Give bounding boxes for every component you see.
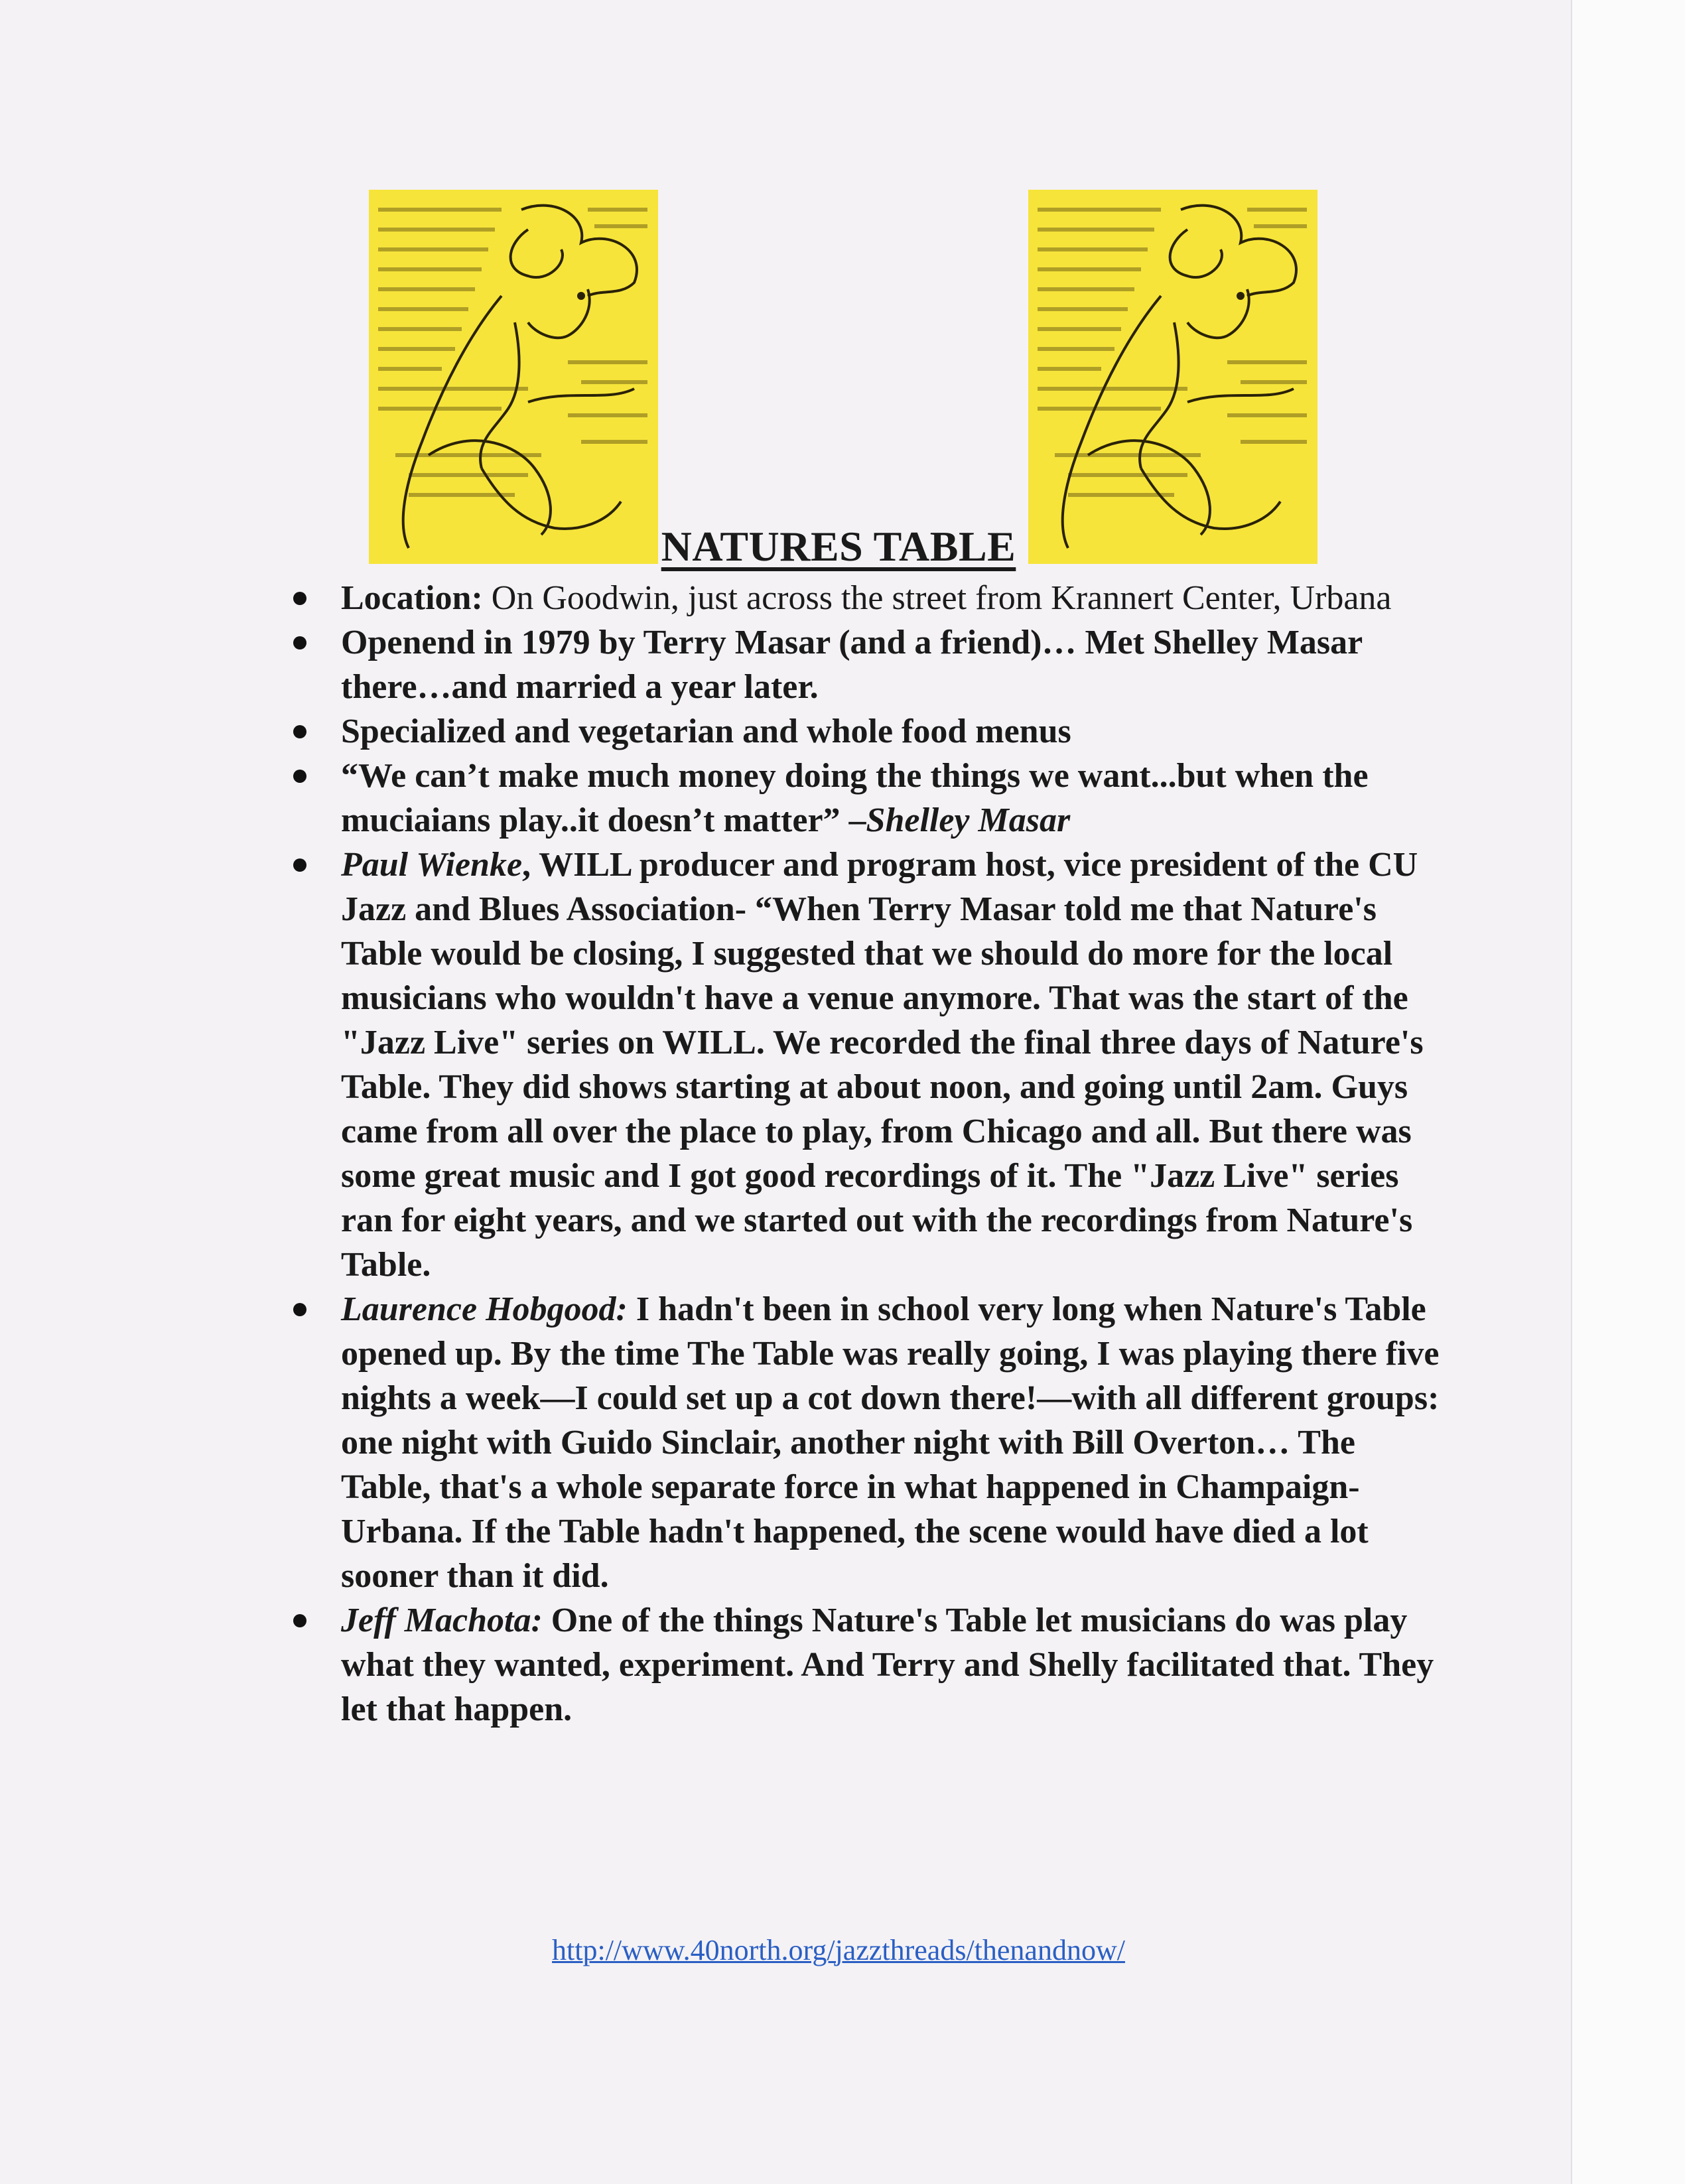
speaker-quote: , WILL producer and program host, vice president of the CU Jazz and Blues Association- “When Terry Masar told me that Nature's Table would be closing, I suggested that we should do more for the local musicians who wouldn't have a venue anymore. That was the start of the "Jazz Live" series on WILL. We recorded the final three days of Nature's Table. They did shows starting at about noon, and going until 2am. Guys came from all over the place to play, from Chicago and all. But there was some great music and I got good recordings of it. The "Jazz Live" series ran for eight years, and we started out with the recordings from Nature's Table.: [341, 846, 1424, 1284]
bullet-icon: [293, 725, 306, 738]
list-item-menus: [285, 709, 1453, 754]
bullet-icon: [293, 1303, 306, 1316]
menus-text: Specialized and vegetarian and whole food menus: [341, 713, 1071, 750]
list-item-paul-wienke: [285, 843, 1453, 1287]
list-item-location: [285, 576, 1453, 620]
bullet-icon: [293, 858, 306, 872]
artwork-image-left: [369, 190, 658, 564]
list-item-opened: [285, 620, 1453, 709]
location-text: On Goodwin, just across the street from Krannert Center, Urbana: [482, 579, 1392, 617]
page-title: NATURES TABLE: [661, 523, 1016, 570]
source-link[interactable]: http://www.40north.org/jazzthreads/thenandnow/: [552, 1934, 1125, 1966]
woman-sketch-illustration: [369, 190, 658, 564]
list-item-quote-shelley: [285, 754, 1453, 843]
speaker-name: Paul Wienke: [341, 846, 523, 884]
speaker-name: Jeff Machota:: [341, 1602, 543, 1639]
bullet-icon: [293, 636, 306, 649]
artwork-image-right: [1028, 190, 1317, 564]
list-item-jeff-machota: [285, 1598, 1453, 1732]
quote-attribution: Shelley Masar: [866, 801, 1071, 839]
speaker-quote: One of the things Nature's Table let musicians do was play what they wanted, experiment. And Terry and Shelly facilitated that. They let that happen.: [341, 1602, 1434, 1728]
list-item-laurence-hobgood: [285, 1287, 1453, 1598]
speaker-name: Laurence Hobgood:: [341, 1290, 628, 1328]
bullet-icon: [293, 770, 306, 783]
speaker-quote: I hadn't been in school very long when Nature's Table opened up. By the time The Table was really going, I was playing there five nights a week—I could set up a cot down there!—with all different groups: one night with Guido Sinclair, another night with Bill Overton… The Table, that's a whole separate force in what happened in Champaign-Urbana. If the Table hadn't happened, the scene would have died a lot sooner than it did.: [341, 1290, 1440, 1595]
woman-sketch-illustration: [1028, 190, 1317, 564]
label-location: Location:: [341, 579, 483, 617]
bullet-icon: [293, 592, 306, 605]
quote-text: “We can’t make much money doing the things we want...but when the muciaians play..it doesn’t matter” –: [341, 757, 1369, 839]
bullet-icon: [293, 1614, 306, 1627]
bullet-list: [285, 576, 1453, 1732]
scanner-paper-edge: [1571, 0, 1685, 2184]
opened-text: Openend in 1979 by Terry Masar (and a friend)… Met Shelley Masar there…and married a year later.: [341, 624, 1363, 706]
